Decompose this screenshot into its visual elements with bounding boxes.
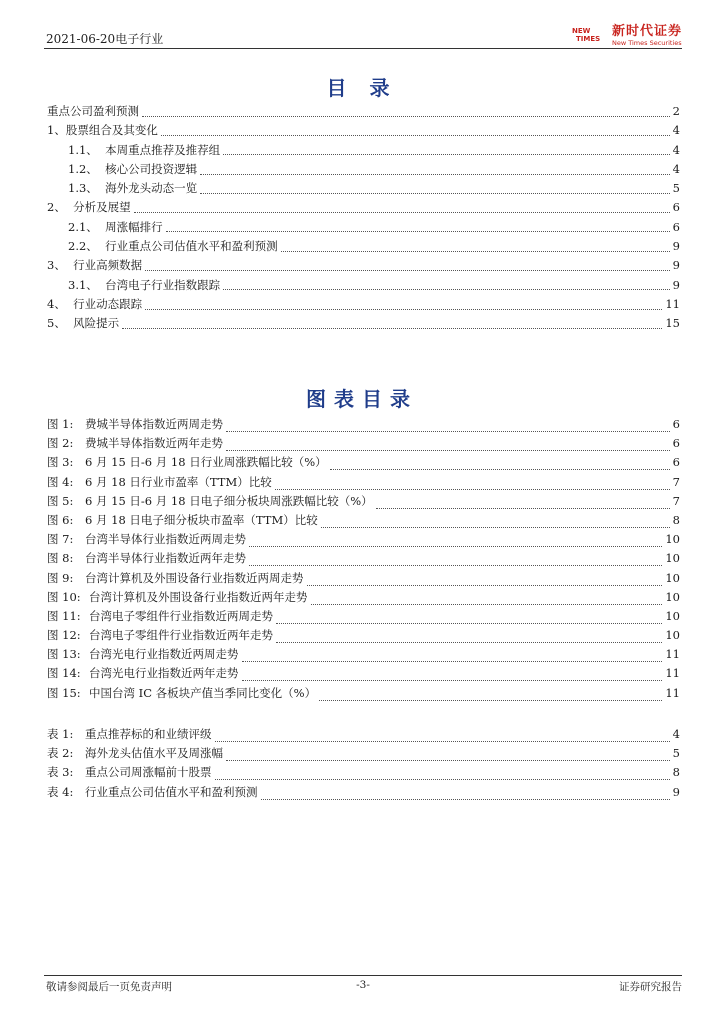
toc-entry[interactable] (47, 141, 680, 160)
toc-entry[interactable] (47, 276, 680, 295)
figure-entry-page: 10 (665, 570, 680, 585)
toc-entry[interactable] (47, 198, 680, 217)
figure-entry-caption: 费城半导体指数近两年走势 (85, 436, 223, 451)
logo-mark-icon: NEW TIMES (571, 27, 601, 43)
toc-entry-label: 3、 行业高频数据 (47, 258, 143, 273)
figure-entry-page: 10 (665, 532, 680, 547)
figure-entry-number: 图 6: (47, 512, 74, 527)
leader-dots (215, 778, 670, 780)
figure-entry-page: 11 (665, 647, 680, 662)
toc-entry[interactable] (47, 295, 680, 314)
figure-entry[interactable] (47, 569, 680, 588)
tables-list (47, 725, 680, 802)
figure-entry-caption: 台湾计算机及外围设备行业指数近两年走势 (89, 589, 308, 604)
table-entry-page: 4 (672, 727, 680, 741)
toc-entry[interactable] (47, 160, 680, 179)
figure-entry-caption: 台湾电子零组件行业指数近两周走势 (89, 608, 273, 623)
figure-entry-number: 图 14: (47, 666, 81, 681)
leader-dots (145, 308, 662, 310)
table-entry-number: 表 3: (47, 765, 74, 780)
leader-dots (242, 660, 663, 662)
toc-entry-page: 4 (672, 161, 680, 176)
figure-entry[interactable] (47, 453, 680, 472)
toc-entry[interactable] (47, 121, 680, 140)
leader-dots (145, 269, 670, 271)
table-entry-caption: 重点公司周涨幅前十股票 (85, 765, 212, 780)
toc-entry-page: 4 (672, 123, 680, 138)
figure-entry-page: 8 (672, 512, 680, 527)
figure-entry-page: 10 (665, 589, 680, 604)
toc-entry-label: 2.2、 行业重点公司估值水平和盈利预测 (68, 239, 278, 254)
figure-entry[interactable] (47, 530, 680, 549)
figure-entry[interactable] (47, 607, 680, 626)
table-entry-page: 8 (672, 765, 680, 780)
figure-entry-caption: 台湾半导体行业指数近两周走势 (85, 532, 246, 547)
toc-entry-page: 9 (672, 277, 680, 292)
figure-entry-page: 6 (672, 455, 680, 470)
leader-dots (307, 584, 663, 586)
toc-entry[interactable] (47, 218, 680, 237)
table-entry[interactable] (47, 783, 680, 802)
leader-dots (200, 192, 670, 194)
figure-entry[interactable] (47, 473, 680, 492)
toc-entry-page: 6 (672, 200, 680, 215)
figure-entry[interactable] (47, 492, 680, 511)
leader-dots (330, 468, 670, 470)
figure-entry-number: 图 8: (47, 551, 74, 566)
leader-dots (261, 798, 670, 800)
figure-entry-caption: 中国台湾 IC 各板块产值当季同比变化（%） (89, 685, 317, 700)
footer-disclaimer: 敬请参阅最后一页免责声明 (46, 981, 172, 993)
figure-entry-caption: 台湾光电行业指数近两周走势 (89, 647, 239, 662)
table-entry-caption: 海外龙头估值水平及周涨幅 (85, 746, 223, 761)
page-footer (44, 979, 682, 995)
leader-dots (161, 134, 670, 136)
leader-dots (276, 622, 662, 624)
toc-entry-page: 5 (672, 181, 680, 196)
toc-entry-label: 1.1、 本周重点推荐及推荐组 (68, 142, 221, 157)
toc-entry-page: 4 (672, 142, 680, 157)
figure-entry-page: 6 (672, 417, 680, 431)
toc-entry-label: 1.3、 海外龙头动态一览 (68, 181, 198, 196)
header-date-industry: 2021-06-20电子行业 (46, 32, 164, 46)
leader-dots (223, 288, 670, 290)
figure-entry[interactable] (47, 684, 680, 703)
page-number: -3- (356, 979, 370, 991)
toc-entry[interactable] (47, 237, 680, 256)
toc-entry-label: 3.1、 台湾电子行业指数跟踪 (68, 277, 221, 292)
leader-dots (319, 699, 662, 701)
table-entry-page: 5 (672, 746, 680, 761)
company-logo (572, 24, 682, 48)
footer-report-type: 证券研究报告 (619, 981, 682, 993)
figure-entry[interactable] (47, 645, 680, 664)
figure-entry-page: 7 (672, 474, 680, 489)
toc-entry-label: 4、 行业动态跟踪 (47, 296, 143, 311)
figure-entry-page: 11 (665, 666, 680, 681)
figure-entry-caption: 6 月 18 日行业市盈率（TTM）比较 (85, 474, 272, 489)
table-entry-caption: 行业重点公司估值水平和盈利预测 (85, 784, 258, 799)
leader-dots (242, 679, 663, 681)
toc-entry-label: 2、 分析及展望 (47, 200, 131, 215)
leader-dots (166, 230, 670, 232)
toc-entry[interactable] (47, 314, 680, 333)
figure-entry[interactable] (47, 415, 680, 434)
figure-entry-page: 7 (672, 493, 680, 508)
figure-entry[interactable] (47, 664, 680, 683)
logo-en: New Times Securities (611, 39, 682, 47)
leader-dots (249, 545, 662, 547)
toc-entry-label: 重点公司盈利预测 (47, 104, 139, 118)
toc-entry-page: 9 (672, 239, 680, 254)
toc-entry-label: 2.1、 周涨幅排行 (68, 219, 163, 234)
figure-entry-caption: 台湾光电行业指数近两年走势 (89, 666, 239, 681)
toc-entry-page: 6 (672, 219, 680, 234)
figure-entry-number: 图 13: (47, 647, 81, 662)
toc-entry[interactable] (47, 256, 680, 275)
page-header (44, 24, 682, 48)
leader-dots (122, 327, 662, 329)
figure-entry-number: 图 7: (47, 532, 74, 547)
figure-entry-number: 图 3: (47, 455, 74, 470)
footer-divider (44, 975, 682, 976)
toc-entry-page: 2 (672, 104, 680, 118)
toc-list (47, 102, 680, 334)
logo-cn: 新时代证券 (611, 24, 682, 39)
table-entry[interactable] (47, 763, 680, 782)
leader-dots (223, 153, 670, 155)
figures-list (47, 415, 680, 703)
table-entry-page: 9 (672, 784, 680, 799)
leader-dots (226, 430, 670, 432)
leader-dots (226, 449, 670, 451)
toc-entry[interactable] (47, 102, 680, 121)
toc-entry-label: 5、 风险提示 (47, 316, 120, 331)
figure-entry-caption: 6 月 18 日电子细分板块市盈率（TTM）比较 (85, 512, 318, 527)
leader-dots (321, 526, 670, 528)
leader-dots (311, 603, 663, 605)
header-divider (44, 48, 682, 49)
leader-dots (142, 115, 670, 117)
table-entry-number: 表 1: (47, 727, 74, 741)
leader-dots (249, 564, 662, 566)
toc-entry-label: 1、股票组合及其变化 (47, 123, 158, 138)
figure-entry-number: 图 4: (47, 474, 74, 489)
figure-entry-page: 10 (665, 628, 680, 643)
leader-dots (200, 173, 670, 175)
table-entry[interactable] (47, 725, 680, 744)
figure-entry-number: 图 12: (47, 628, 81, 643)
figure-entry-number: 图 1: (47, 417, 74, 431)
figure-entry[interactable] (47, 549, 680, 568)
figure-entry[interactable] (47, 588, 680, 607)
figure-entry-number: 图 2: (47, 436, 74, 451)
toc-title: 目 录 (326, 76, 398, 100)
table-entry-caption: 重点推荐标的和业绩评级 (85, 727, 212, 741)
figure-entry-number: 图 10: (47, 589, 81, 604)
figure-entry-number: 图 11: (47, 608, 81, 623)
figure-entry-caption: 台湾电子零组件行业指数近两年走势 (89, 628, 273, 643)
figures-title: 图表目录 (306, 387, 418, 411)
figure-entry-caption: 6 月 15 日-6 月 18 日行业周涨跌幅比较（%） (85, 455, 327, 470)
figure-entry-caption: 台湾计算机及外围设备行业指数近两周走势 (85, 570, 304, 585)
figure-entry-number: 图 9: (47, 570, 74, 585)
toc-entry[interactable] (47, 179, 680, 198)
table-entry-number: 表 2: (47, 746, 74, 761)
leader-dots (281, 250, 670, 252)
leader-dots (215, 740, 670, 742)
figure-entry-page: 11 (665, 685, 680, 700)
toc-entry-page: 11 (665, 296, 680, 311)
figure-entry-page: 6 (672, 436, 680, 451)
figure-entry-page: 10 (665, 551, 680, 566)
leader-dots (376, 507, 670, 509)
figure-entry-caption: 费城半导体指数近两周走势 (85, 417, 223, 431)
figure-entry-page: 10 (665, 608, 680, 623)
leader-dots (276, 641, 662, 643)
toc-entry-page: 9 (672, 258, 680, 273)
table-entry[interactable] (47, 744, 680, 763)
figure-entry-caption: 台湾半导体行业指数近两年走势 (85, 551, 246, 566)
figure-entry[interactable] (47, 511, 680, 530)
leader-dots (134, 211, 670, 213)
figure-entry[interactable] (47, 626, 680, 645)
toc-entry-label: 1.2、 核心公司投资逻辑 (68, 161, 198, 176)
leader-dots (275, 488, 670, 490)
figure-entry-number: 图 5: (47, 493, 74, 508)
table-entry-number: 表 4: (47, 784, 74, 799)
figure-entry-number: 图 15: (47, 685, 81, 700)
leader-dots (226, 759, 670, 761)
figure-entry-caption: 6 月 15 日-6 月 18 日电子细分板块周涨跌幅比较（%） (85, 493, 373, 508)
figure-entry[interactable] (47, 434, 680, 453)
toc-entry-page: 15 (665, 316, 680, 331)
